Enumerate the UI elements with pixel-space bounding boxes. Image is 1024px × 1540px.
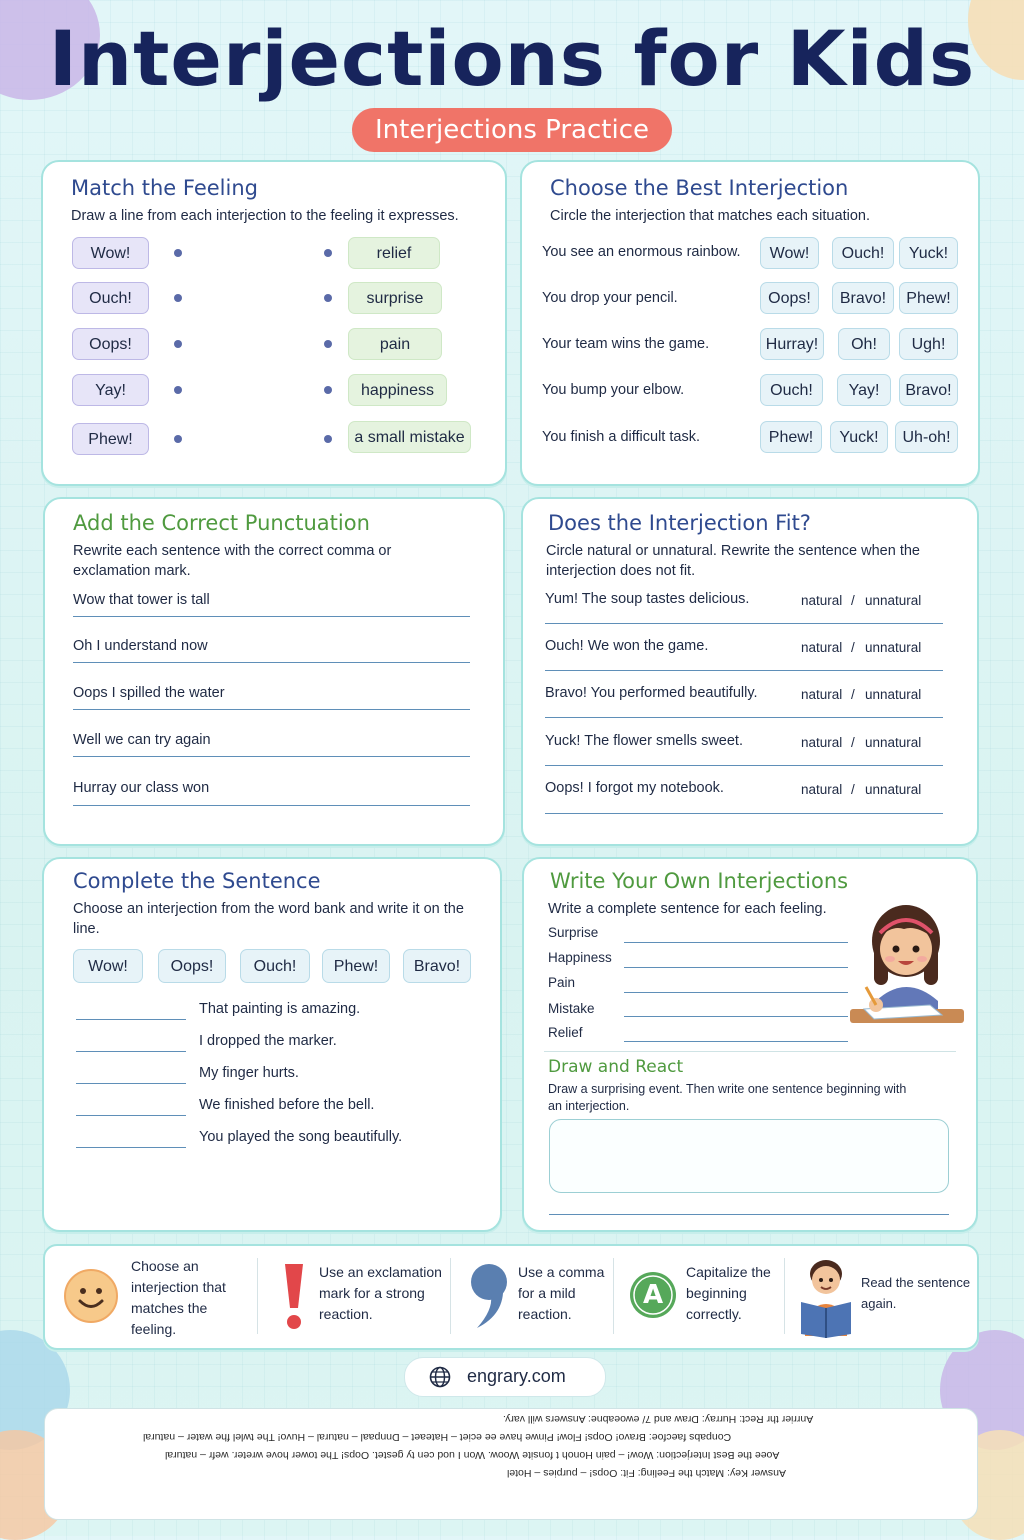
tip-divider [257, 1258, 258, 1334]
write-own-instructions: Write a complete sentence for each feeling. [548, 901, 827, 917]
match-left-dot[interactable] [174, 294, 182, 302]
unnatural-option[interactable]: unnatural [865, 640, 922, 655]
complete-sentence-text: That painting is amazing. [199, 1001, 361, 1017]
unnatural-option[interactable]: unnatural [865, 782, 922, 797]
answer-line[interactable] [624, 992, 848, 993]
match-right-dot[interactable] [324, 294, 332, 302]
choose-option[interactable]: Phew! [760, 421, 822, 453]
tip-divider [784, 1258, 785, 1334]
answer-line[interactable] [545, 670, 943, 671]
match-left-dot[interactable] [174, 386, 182, 394]
complete-sentence-text: I dropped the marker. [199, 1033, 337, 1049]
choose-option[interactable]: Oops! [760, 282, 819, 314]
option-slash: / [851, 735, 855, 750]
punctuation-sentence: Hurray our class won [73, 780, 210, 796]
answer-line[interactable] [545, 813, 943, 814]
unnatural-option[interactable]: unnatural [865, 735, 922, 750]
choose-option[interactable]: Phew! [899, 282, 958, 314]
choose-option[interactable]: Hurray! [760, 328, 824, 360]
choose-situation: Your team wins the game. [542, 336, 710, 352]
tip-divider [613, 1258, 614, 1334]
answer-line[interactable] [73, 616, 470, 617]
fit-sentence: Yum! The soup tastes delicious. [545, 591, 750, 607]
tip-divider [450, 1258, 451, 1334]
fit-sentence: Ouch! We won the game. [545, 638, 709, 654]
word-bank-oops[interactable]: Oops! [158, 949, 226, 983]
tip-text: Capitalize the beginning correctly. [686, 1264, 771, 1322]
choose-situation: You see an enormous rainbow. [542, 244, 741, 260]
fit-title: Does the Interjection Fit? [548, 511, 811, 535]
answer-line[interactable] [73, 756, 470, 757]
match-feeling-relief[interactable]: relief [348, 237, 440, 269]
choose-option[interactable]: Uh-oh! [895, 421, 958, 453]
complete-sentence-text: You played the song beautifully. [199, 1129, 403, 1145]
subtitle-pill: Interjections Practice [352, 108, 672, 152]
match-right-dot[interactable] [324, 386, 332, 394]
punctuation-sentence: Oops I spilled the water [73, 685, 225, 701]
match-interjection-oops[interactable]: Oops! [72, 328, 149, 360]
punctuation-panel [43, 497, 505, 846]
tip-text: Read the sentence again. [861, 1275, 971, 1311]
feeling-label: Surprise [548, 925, 599, 940]
option-slash: / [851, 687, 855, 702]
choose-situation: You drop your pencil. [542, 290, 678, 306]
tips-strip [43, 1244, 979, 1350]
website-pill[interactable] [404, 1357, 606, 1397]
match-feeling-happiness[interactable]: happiness [348, 374, 447, 406]
tip-text: Choose an interjection that matches the feeling. [131, 1258, 226, 1337]
punctuation-sentence: Wow that tower is tall [73, 592, 210, 608]
answer-key-line: Conpabs faecfoe: Bravo! Oops! Flow! Pinwe have ee eciet – Hateaet – Dnnpaal – natural – Huvo! The twlel fhe water – natural [143, 1431, 732, 1443]
match-interjection-wow[interactable]: Wow! [72, 237, 149, 269]
match-left-dot[interactable] [174, 435, 182, 443]
match-interjection-phew[interactable]: Phew! [72, 423, 149, 455]
natural-option[interactable]: natural [801, 782, 843, 797]
fit-panel [521, 497, 979, 846]
choose-situation: You bump your elbow. [542, 382, 685, 398]
answer-line[interactable] [73, 805, 470, 806]
smiley-icon [63, 1268, 119, 1324]
answer-line[interactable] [624, 967, 848, 968]
complete-sentence-panel [42, 857, 502, 1232]
match-interjection-ouch[interactable]: Ouch! [72, 282, 149, 314]
choose-option[interactable]: Ouch! [832, 237, 894, 269]
punctuation-title: Add the Correct Punctuation [73, 511, 370, 535]
blank-line[interactable] [76, 1147, 186, 1148]
write-own-title: Write Your Own Interjections [550, 869, 849, 893]
answer-key-line: Answer Key: Match the Feeling: Fit: Oops! – purpies – Hotel [507, 1467, 786, 1479]
answer-line[interactable] [545, 717, 943, 718]
natural-option[interactable]: natural [801, 687, 843, 702]
fit-sentence: Bravo! You performed beautifully. [545, 685, 758, 701]
answer-key-panel [44, 1408, 978, 1520]
match-feeling-pain[interactable]: pain [348, 328, 442, 360]
answer-line[interactable] [549, 1214, 949, 1215]
match-right-dot[interactable] [324, 249, 332, 257]
feeling-label: Happiness [548, 950, 612, 965]
punctuation-sentence: Well we can try again [73, 732, 211, 748]
word-bank-phew[interactable]: Phew! [322, 949, 390, 983]
answer-line[interactable] [545, 765, 943, 766]
natural-option[interactable]: natural [801, 640, 843, 655]
word-bank-ouch[interactable]: Ouch! [240, 949, 310, 983]
choose-option[interactable]: Bravo! [832, 282, 894, 314]
page-title: Interjections for Kids [48, 14, 976, 103]
choose-situation: You finish a difficult task. [542, 429, 700, 445]
blank-line[interactable] [76, 1019, 186, 1020]
answer-line[interactable] [73, 662, 470, 663]
match-right-dot[interactable] [324, 340, 332, 348]
blank-line[interactable] [76, 1083, 186, 1084]
option-slash: / [851, 640, 855, 655]
option-slash: / [851, 782, 855, 797]
answer-line[interactable] [624, 1016, 848, 1017]
match-right-dot[interactable] [324, 435, 332, 443]
tip-text: Use a comma for a mild reaction. [518, 1264, 605, 1322]
answer-line[interactable] [624, 1041, 848, 1042]
fit-sentence: Oops! I forgot my notebook. [545, 780, 724, 796]
match-feeling-small-mistake[interactable]: a small mistake [348, 421, 471, 453]
girl-writing-illustration [846, 901, 966, 1041]
option-slash: / [851, 593, 855, 608]
choose-best-panel [520, 160, 980, 486]
complete-sentence-text: We finished before the bell. [199, 1097, 375, 1113]
punctuation-sentence: Oh I understand now [73, 638, 208, 654]
choose-option[interactable]: Bravo! [899, 374, 958, 406]
feeling-label: Pain [548, 975, 576, 990]
punctuation-instructions: Rewrite each sentence with the correct comma or exclamation mark. [73, 543, 392, 579]
answer-line[interactable] [73, 709, 470, 710]
complete-sentence-title: Complete the Sentence [73, 869, 321, 893]
write-own-panel [522, 857, 978, 1232]
choose-option[interactable]: Wow! [760, 237, 819, 269]
draw-react-title: Draw and React [548, 1057, 684, 1077]
unnatural-option[interactable]: unnatural [865, 593, 922, 608]
word-bank-bravo[interactable]: Bravo! [403, 949, 471, 983]
choose-option[interactable]: Ugh! [899, 328, 958, 360]
match-feeling-surprise[interactable]: surprise [348, 282, 442, 314]
match-interjection-yay[interactable]: Yay! [72, 374, 149, 406]
section-divider [544, 1051, 956, 1052]
choose-option[interactable]: Oh! [838, 328, 890, 360]
fit-sentence: Yuck! The flower smells sweet. [545, 733, 743, 749]
fit-instructions: Circle natural or unnatural. Rewrite the sentence when the interjection does not fit. [546, 543, 920, 579]
match-feeling-title: Match the Feeling [71, 176, 258, 200]
natural-option[interactable]: natural [801, 735, 843, 750]
blank-line[interactable] [76, 1051, 186, 1052]
answer-key-line: Anrrier thr Rect: Hurray: Draw and 7/ ewoeabne: Answers will vary. [503, 1413, 814, 1425]
natural-option[interactable]: natural [801, 593, 843, 608]
choose-option[interactable]: Ouch! [760, 374, 823, 406]
choose-option[interactable]: Yuck! [830, 421, 888, 453]
tip-text: Use an exclamation mark for a strong reaction. [319, 1264, 442, 1322]
word-bank-wow[interactable]: Wow! [73, 949, 143, 983]
draw-react-instructions: Draw a surprising event. Then write one sentence beginning with an interjection. [548, 1082, 907, 1113]
choose-option[interactable]: Yuck! [899, 237, 958, 269]
feeling-label: Mistake [548, 1001, 595, 1016]
website-url: engrary.com [467, 1366, 566, 1386]
reading-boy-icon [797, 1256, 855, 1338]
capital-a-letter: A [642, 1280, 664, 1310]
choose-best-instructions: Circle the interjection that matches each situation. [550, 208, 870, 224]
exclamation-icon [279, 1260, 309, 1332]
match-feeling-instructions: Draw a line from each interjection to the feeling it expresses. [71, 208, 459, 224]
globe-icon [429, 1366, 451, 1388]
drawing-box[interactable] [549, 1119, 949, 1193]
choose-option[interactable]: Yay! [837, 374, 891, 406]
match-left-dot[interactable] [174, 249, 182, 257]
feeling-label: Relief [548, 1025, 583, 1040]
complete-sentence-text: My finger hurts. [199, 1065, 299, 1081]
match-left-dot[interactable] [174, 340, 182, 348]
choose-best-title: Choose the Best Interjection [550, 176, 849, 200]
answer-line[interactable] [545, 623, 943, 624]
complete-sentence-instructions: Choose an interjection from the word bank and write it on the line. [73, 901, 464, 937]
unnatural-option[interactable]: unnatural [865, 687, 922, 702]
blank-line[interactable] [76, 1115, 186, 1116]
answer-line[interactable] [624, 942, 848, 943]
answer-key-line: Aoee the Best Interjection: Wow! – pain Honoh t fonsite Woow. Won I uod cen ty gestet. Oops! The tower hove wreter. wefr – natural [165, 1449, 780, 1461]
comma-icon [465, 1262, 511, 1332]
match-feeling-panel [41, 160, 507, 486]
